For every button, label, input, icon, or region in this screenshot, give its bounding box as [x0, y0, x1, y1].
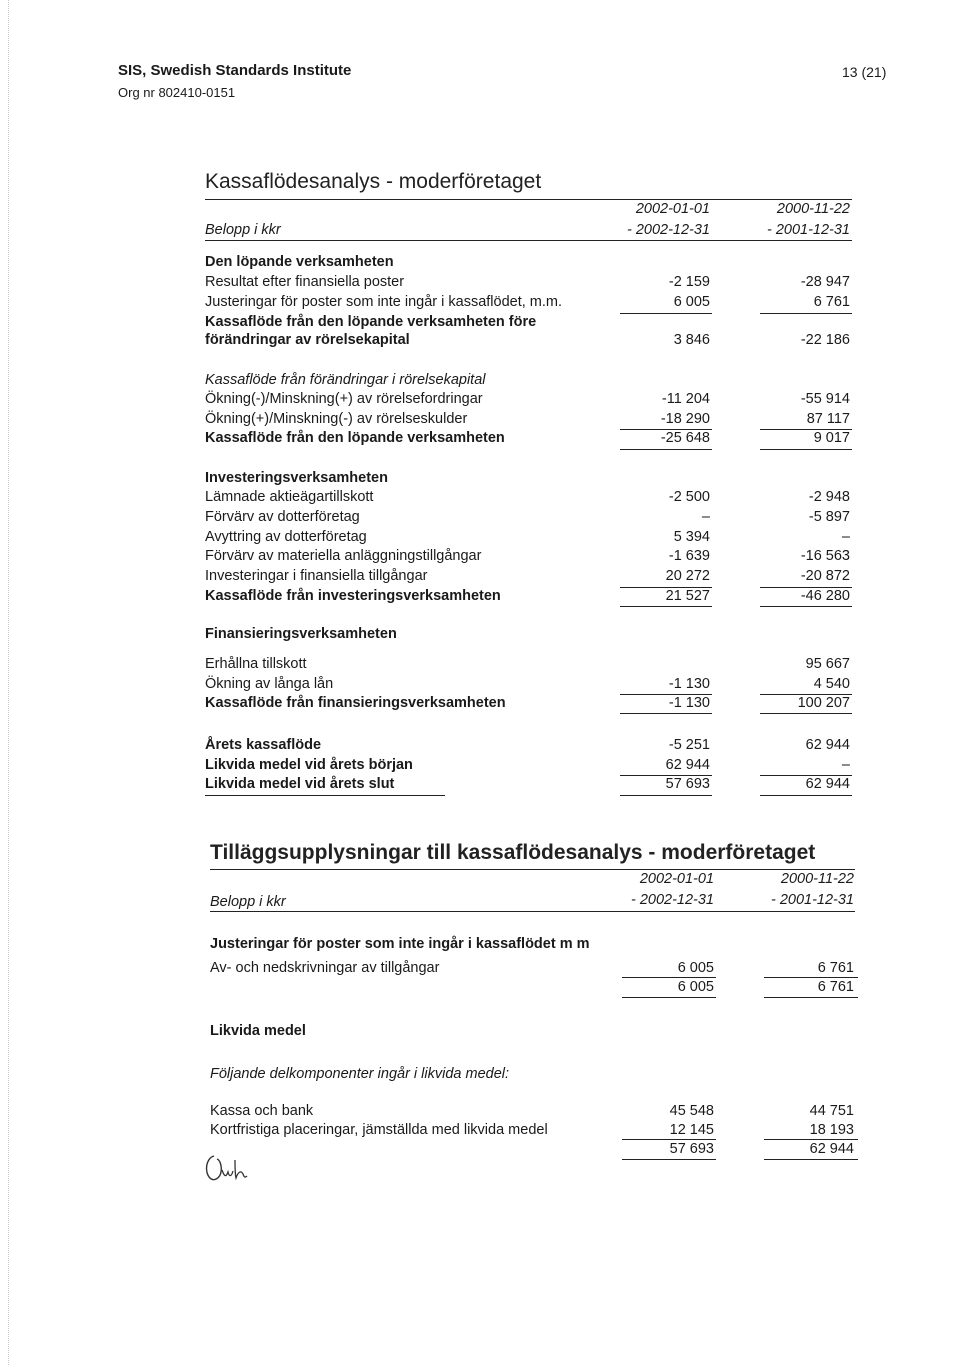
section-heading: Likvida medel — [210, 1023, 306, 1039]
value-2001: -55 914 — [800, 391, 850, 407]
value-2002: 20 272 — [665, 568, 710, 584]
total-line — [760, 713, 852, 714]
handwritten-signature — [200, 1150, 270, 1190]
table-row — [0, 411, 960, 431]
row-label: Erhållna tillskott — [205, 656, 307, 672]
table-row — [0, 676, 960, 696]
value-2001: 62 944 — [805, 737, 850, 753]
value-2002: -1 639 — [668, 548, 710, 564]
section-heading: Investeringsverksamheten — [205, 470, 388, 486]
value-2001: -46 280 — [800, 588, 850, 604]
value-2002: 57 693 — [669, 1141, 714, 1157]
table-row — [0, 274, 960, 294]
value-2001: 95 667 — [805, 656, 850, 672]
section-heading: Den löpande verksamheten — [205, 254, 394, 270]
value-2002: -11 204 — [661, 391, 710, 407]
value-2001: 4 540 — [813, 676, 850, 692]
value-2001: 62 944 — [805, 776, 850, 792]
row-label: Årets kassaflöde — [205, 737, 322, 753]
sum-line — [622, 977, 716, 978]
total-line — [620, 449, 712, 450]
total-line — [764, 1159, 858, 1160]
table-row — [0, 470, 960, 490]
section-heading: Justeringar för poster som inte ingår i kassaflödet m m — [210, 936, 590, 952]
table-row — [0, 695, 960, 715]
sum-line — [622, 1139, 716, 1140]
col1-period-end: - 2002-12-31 — [626, 222, 710, 238]
col2-period-end: - 2001-12-31 — [770, 892, 854, 908]
value-2001: 6 761 — [817, 960, 854, 976]
value-2001: -20 872 — [800, 568, 850, 584]
row-label: Av- och nedskrivningar av tillgångar — [210, 960, 440, 976]
table-row — [0, 548, 960, 568]
table-row — [0, 737, 960, 757]
row-label: Kassaflöde från den löpande verksamheten före — [205, 314, 537, 330]
row-label: Kassa och bank — [210, 1103, 314, 1119]
row-label: Likvida medel vid årets slut — [205, 776, 395, 792]
subsection-heading: Följande delkomponenter ingår i likvida medel: — [210, 1066, 510, 1082]
value-2002: 6 005 — [677, 979, 714, 995]
row-label: Ökning av långa lån — [205, 676, 334, 692]
amount-unit: Belopp i kkr — [210, 894, 286, 910]
table-row — [0, 1103, 960, 1123]
amount-unit: Belopp i kkr — [205, 222, 281, 238]
row-label: Kassaflöde från den löpande verksamheten — [205, 430, 505, 446]
row-label: Investeringar i finansiella tillgångar — [205, 568, 428, 584]
value-2001: 62 944 — [809, 1141, 854, 1157]
col1-period-end: - 2002-12-31 — [630, 892, 714, 908]
table-row — [0, 391, 960, 411]
value-2001: 6 761 — [817, 979, 854, 995]
row-label: Förvärv av dotterföretag — [205, 509, 360, 525]
value-2002: -2 159 — [668, 274, 710, 290]
row-label: Likvida medel vid årets början — [205, 757, 413, 773]
table-row — [0, 979, 960, 999]
value-2002: -18 290 — [660, 411, 710, 427]
table-row — [0, 936, 960, 956]
value-2001: 9 017 — [813, 430, 850, 446]
header-rule — [210, 911, 855, 912]
value-2001: – — [841, 529, 850, 545]
table-row — [0, 1066, 960, 1086]
value-2001: 44 751 — [809, 1103, 854, 1119]
row-label: Kassaflöde från finansieringsverksamheten — [205, 695, 506, 711]
header-rule — [205, 240, 852, 241]
value-2002: 62 944 — [665, 757, 710, 773]
value-2002: 5 394 — [673, 529, 710, 545]
sum-line — [764, 977, 858, 978]
table-row — [0, 757, 960, 777]
total-line — [620, 606, 712, 607]
label-underline — [205, 795, 445, 796]
row-label: Kortfristiga placeringar, jämställda med likvida medel — [210, 1122, 548, 1138]
value-2002: – — [701, 509, 710, 525]
table-row — [0, 1023, 960, 1043]
col2-period-start: 2000-11-22 — [780, 871, 854, 887]
total-line — [622, 997, 716, 998]
row-label: Kassaflöde från investeringsverksamheten — [205, 588, 501, 604]
cashflow-title: Kassaflödesanalys - moderföretaget — [205, 170, 542, 193]
value-2001: 18 193 — [809, 1122, 854, 1138]
col1-period-start: 2002-01-01 — [635, 201, 710, 217]
company-name: SIS, Swedish Standards Institute — [118, 62, 352, 79]
value-2002: 57 693 — [665, 776, 710, 792]
value-2002: 12 145 — [669, 1122, 714, 1138]
page-number: 13 (21) — [842, 64, 887, 80]
row-label: Ökning(+)/Minskning(-) av rörelseskulder — [205, 411, 468, 427]
value-2001: 100 207 — [797, 695, 850, 711]
table-row — [0, 588, 960, 608]
value-2001: -28 947 — [800, 274, 850, 290]
value-2001: – — [841, 757, 850, 773]
table-row — [0, 568, 960, 588]
title-rule — [205, 199, 852, 200]
value-2002: -1 130 — [668, 676, 710, 692]
total-line — [620, 795, 712, 796]
org-number: Org nr 802410-0151 — [118, 85, 236, 100]
table-row — [0, 529, 960, 549]
total-line — [764, 997, 858, 998]
value-2001: -22 186 — [800, 332, 850, 348]
value-2001: 6 761 — [813, 294, 850, 310]
sum-line — [764, 1139, 858, 1140]
table-row — [0, 254, 960, 274]
value-2001: 87 117 — [806, 411, 850, 427]
table-row — [0, 1141, 960, 1161]
title-rule — [210, 869, 855, 870]
value-2002: 3 846 — [673, 332, 710, 348]
row-label: Förvärv av materiella anläggningstillgångar — [205, 548, 482, 564]
table-row — [0, 314, 960, 334]
row-label: Resultat efter finansiella poster — [205, 274, 405, 290]
value-2001: -5 897 — [808, 509, 850, 525]
value-2002: -1 130 — [668, 695, 710, 711]
value-2001: -2 948 — [808, 489, 850, 505]
section-heading: Finansieringsverksamheten — [205, 626, 397, 642]
total-line — [760, 795, 852, 796]
table-row — [0, 509, 960, 529]
subsection-heading: Kassaflöde från förändringar i rörelsekapital — [205, 372, 486, 388]
table-row — [0, 776, 960, 796]
row-label: Lämnade aktieägartillskott — [205, 489, 374, 505]
value-2002: -2 500 — [668, 489, 710, 505]
value-2002: 45 548 — [669, 1103, 714, 1119]
value-2002: 21 527 — [665, 588, 710, 604]
table-row — [0, 332, 960, 352]
row-label: förändringar av rörelsekapital — [205, 332, 410, 348]
col1-period-start: 2002-01-01 — [639, 871, 714, 887]
col2-period-start: 2000-11-22 — [776, 201, 850, 217]
value-2002: -25 648 — [660, 430, 710, 446]
table-row — [0, 489, 960, 509]
table-row — [0, 294, 960, 314]
table-row — [0, 372, 960, 392]
row-label: Justeringar för poster som inte ingår i kassaflödet, m.m. — [205, 294, 563, 310]
table-row — [0, 626, 960, 646]
row-label: Ökning(-)/Minskning(+) av rörelsefordringar — [205, 391, 483, 407]
supplement-title: Tilläggsupplysningar till kassaflödesanalys - moderföretaget — [210, 841, 816, 864]
total-line — [620, 713, 712, 714]
table-row — [0, 430, 960, 450]
value-2001: -16 563 — [800, 548, 850, 564]
table-row — [0, 656, 960, 676]
value-2002: 6 005 — [673, 294, 710, 310]
total-line — [622, 1159, 716, 1160]
col2-period-end: - 2001-12-31 — [766, 222, 850, 238]
row-label: Avyttring av dotterföretag — [205, 529, 367, 545]
total-line — [760, 449, 852, 450]
value-2002: 6 005 — [677, 960, 714, 976]
value-2002: -5 251 — [668, 737, 710, 753]
total-line — [760, 606, 852, 607]
